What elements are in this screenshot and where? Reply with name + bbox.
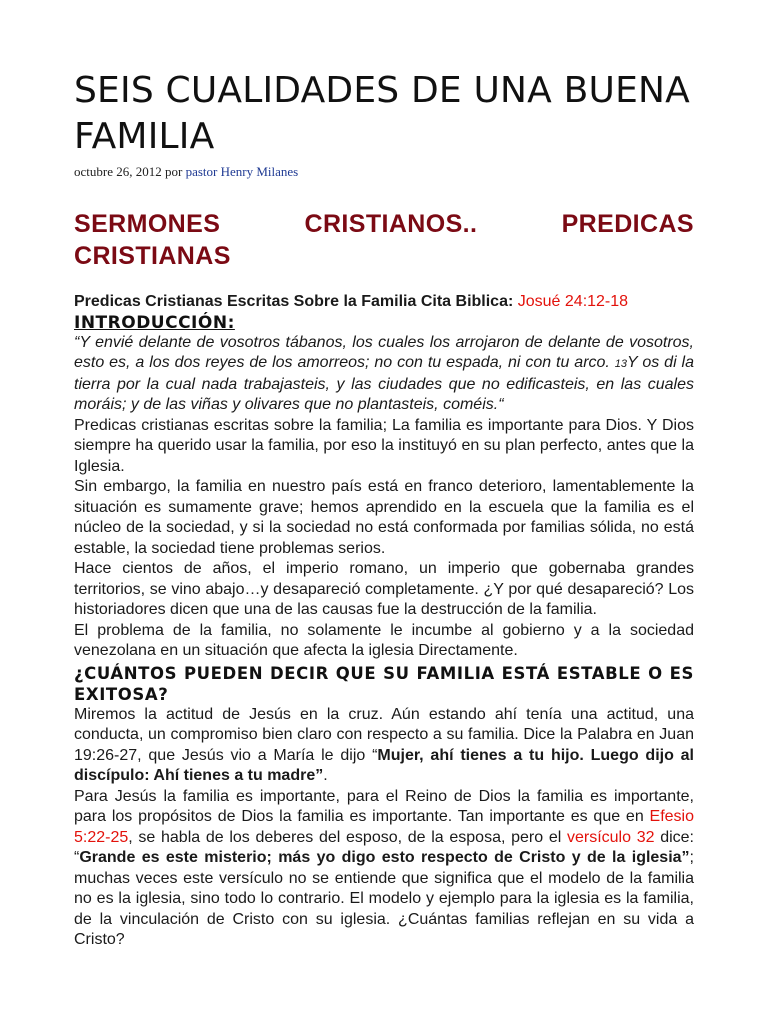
cross-quote: Mujer, ahí tienes a tu hijo. Luego dijo al discípulo: Ahí tienes a tu madre” (74, 746, 694, 784)
author-link[interactable]: pastor Henry Milanes (185, 164, 299, 179)
quote-close-mark: “ (498, 396, 504, 413)
article-title: SEIS CUALIDADES DE UNA BUENA FAMILIA (74, 70, 690, 157)
bible-reference-link[interactable]: Josué 24:12-18 (517, 293, 629, 310)
ephesians-reference-link[interactable]: Efesio 5:22-25 (74, 808, 694, 846)
paragraph: Sin embargo, la familia en nuestro país está en franco deterioro, lamentablemente la situación es sumamente grave; hemos aprendido en la escuela que la familia es el núcleo de la sociedad, y si la sociedad no está conformada por familias sólida, no está estable, la sociedad tiene problemas serios. (74, 478, 694, 557)
introduction-label: INTRODUCCIÓN: (74, 312, 235, 333)
sermon-subheading (74, 292, 694, 313)
quote-verse-13: Y os di la tierra por la cual nada trabajasteis, y las ciudades que no edificasteis, en las cuales moráis; y de las viñas y olivares que no plantasteis, coméis. (74, 354, 694, 413)
verse-32-reference-link[interactable]: versículo 32 (566, 828, 655, 846)
paragraph: El problema de la familia, no solamente le incumbe al gobierno y a la sociedad venezolana en un situación que afecta la iglesia Directamente. (74, 621, 694, 659)
scripture-quote (74, 333, 694, 416)
section-heading: SERMONES CRISTIANOS.. PREDICAS CRISTIANAS (74, 210, 694, 270)
quote-open-mark: “ (74, 333, 80, 351)
quote-verse-12: Y envié delante de vosotros tábanos, los cuales los arrojaron de delante de vosotros, esto es, a los dos reyes de los amorreos; no con tu espada, ni con tu arco. (74, 333, 694, 371)
paragraph-cross (74, 705, 694, 787)
kingdom-text-2: , se habla de los deberes del esposo, de la esposa, pero el (128, 828, 567, 846)
question-heading: ¿CUÁNTOS PUEDEN DECIR QUE SU FAMILIA ESTÁ ESTABLE O ES EXITOSA? (74, 663, 694, 704)
byline-prefix: por (164, 164, 183, 179)
paragraph: Predicas cristianas escritas sobre la familia; La familia es importante para Dios. Y Dios siempre ha querido usar la familia, por eso la instituyó en su plan perfecto, antes que la Iglesia. (74, 416, 694, 475)
paragraph: Hace cientos de años, el imperio romano, un imperio que gobernaba grandes territorios, se vino abajo…y desapareció completamente. ¿Y por qué desapareció? Los historiadores dicen que una de las causas fue la destrucción de la familia. (74, 560, 694, 618)
kingdom-quote: Grande es este misterio; más yo digo esto respecto de Cristo y de la iglesia” (79, 849, 690, 866)
kingdom-text-3: dice: “ (74, 828, 694, 866)
article (74, 0, 694, 951)
verse-number: 13 (614, 358, 628, 370)
cross-text: Miremos la actitud de Jesús en la cruz. Aún estando ahí tenía una actitud, una conducta, un compromiso bien claro con respecto a su familia. Dice la Palabra en Juan 19:26-27, que Jesús vio a María le dijo “ (74, 705, 694, 764)
article-meta (74, 164, 694, 180)
kingdom-text-4: ; muchas veces este versículo no se entiende que significa que el modelo de la familia no es la iglesia, sino todo lo contrario. El modelo y ejemplo para la iglesia es la familia, de la vinculación de Cristo con su iglesia. ¿Cuántas familias reflejan en su vida a Cristo? (74, 849, 694, 948)
subheading-text: Predicas Cristianas Escritas Sobre la Familia Cita Biblica: (74, 293, 514, 310)
kingdom-text-1: Para Jesús la familia es importante, para el Reino de Dios la familia es importante, para los propósitos de Dios la familia es importante. Tan importante es que en (74, 787, 694, 825)
paragraph-kingdom (74, 787, 694, 951)
cross-end: . (323, 767, 328, 784)
post-date: octubre 26, 2012 (74, 164, 162, 179)
